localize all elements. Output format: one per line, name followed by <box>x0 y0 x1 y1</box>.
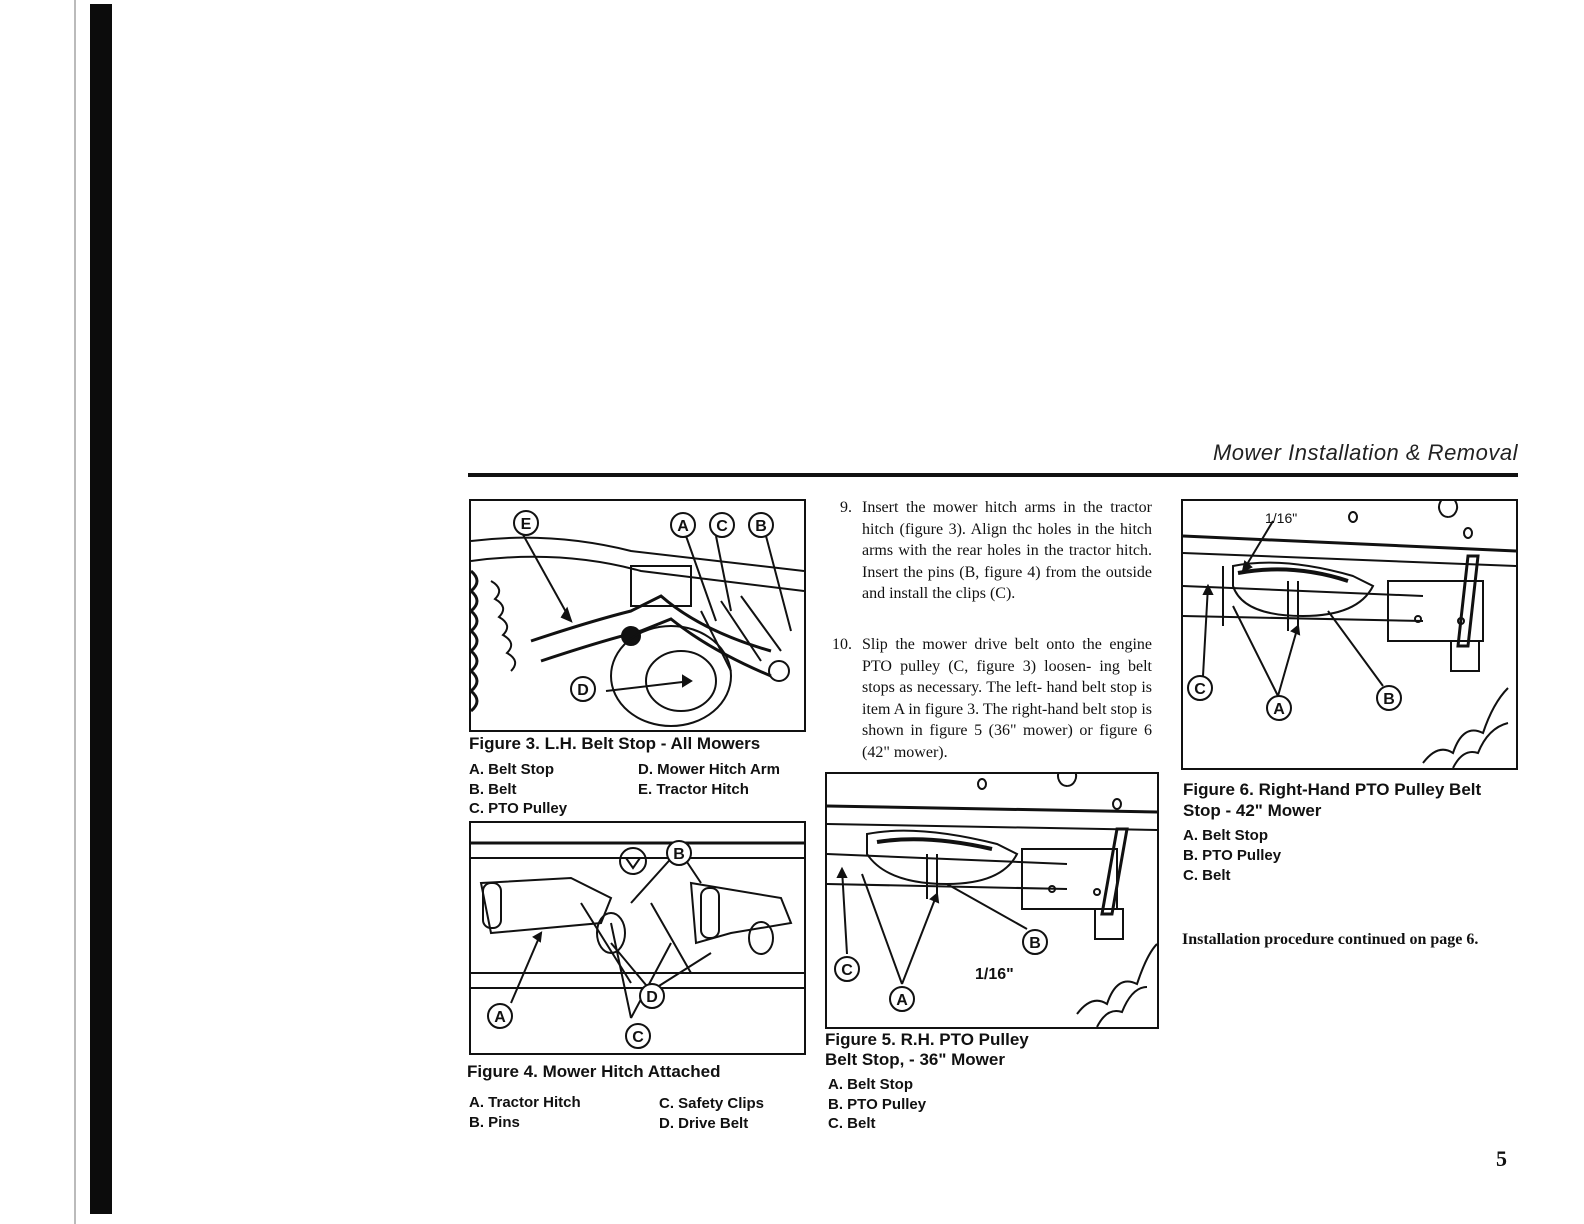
fig5-callout-a: A <box>896 992 908 1009</box>
fig4-legend-d: D. Drive Belt <box>659 1115 749 1132</box>
fig6-callout-c: C <box>1194 681 1206 698</box>
continuation-note: Installation procedure continued on page 6. <box>1182 931 1479 948</box>
fig5-legend-b: B. PTO Pulley <box>828 1096 927 1113</box>
fig4-callout-a: A <box>494 1009 506 1026</box>
step-9-text: Insert the mower hitch arms in the tractor hitch (figure 3). Align thc holes in the hitch arms with the rear holes in the tractor hitch. Insert the pins (B, figure 4) from the outside and install the clips (C). <box>862 499 1152 602</box>
step-9-number: 9. <box>840 499 852 516</box>
figure-5-illustration <box>825 772 1159 1029</box>
fig3-legend-a: A. Belt Stop <box>469 761 554 778</box>
figure-6-illustration <box>1181 499 1518 770</box>
figure-3-title: Figure 3. L.H. Belt Stop - All Mowers <box>469 734 761 753</box>
figure-6-title-line-1: Figure 6. Right-Hand PTO Pulley Belt <box>1183 780 1482 799</box>
fig4-callout-c: C <box>632 1029 644 1046</box>
fig6-legend-c: C. Belt <box>1183 867 1231 884</box>
fig5-callout-c: C <box>841 962 853 979</box>
fig3-legend-c: C. PTO Pulley <box>469 800 568 817</box>
fig4-legend-b: B. Pins <box>469 1114 520 1131</box>
fig4-legend-a: A. Tractor Hitch <box>469 1094 581 1111</box>
step-10-number: 10. <box>832 636 852 653</box>
fig5-legend-c: C. Belt <box>828 1115 876 1132</box>
fig3-callout-a: A <box>677 518 689 535</box>
binding-edge-line <box>74 0 76 1224</box>
figure-5-title-line-1: Figure 5. R.H. PTO Pulley <box>825 1030 1029 1049</box>
running-header: Mower Installation & Removal <box>1212 440 1518 465</box>
fig3-legend-b: B. Belt <box>469 781 517 798</box>
header-rule <box>468 473 1518 477</box>
fig5-callout-b: B <box>1029 935 1041 952</box>
figure-4-illustration <box>469 821 806 1055</box>
fig5-dimension: 1/16" <box>975 966 1014 983</box>
fig4-legend-c: C. Safety Clips <box>659 1095 765 1112</box>
fig4-callout-d: D <box>646 989 658 1006</box>
fig3-legend-d: D. Mower Hitch Arm <box>638 761 780 778</box>
step-10-text: Slip the mower drive belt onto the engine PTO pulley (C, figure 3) loosen- ing belt stops as necessary. The left- hand belt stop is item A in figure 3. The right-hand belt stop is shown in figure 5 (36" mower) or figure 6 (42" mower). <box>862 636 1152 761</box>
fig5-legend-a: A. Belt Stop <box>828 1076 913 1093</box>
step-9 <box>826 497 1156 627</box>
figure-3-illustration <box>469 499 806 732</box>
page-number: 5 <box>1496 1146 1507 1171</box>
fig3-callout-c: C <box>716 518 728 535</box>
fig4-callout-b: B <box>673 846 685 863</box>
figure-5-title-line-2: Belt Stop, - 36" Mower <box>825 1050 1005 1069</box>
fig3-callout-b: B <box>755 518 767 535</box>
figure-4-title: Figure 4. Mower Hitch Attached <box>467 1062 721 1081</box>
fig6-callout-b: B <box>1383 691 1395 708</box>
step-10 <box>826 634 1156 764</box>
fig6-callout-a: A <box>1273 701 1285 718</box>
fig3-legend-e: E. Tractor Hitch <box>638 781 749 798</box>
fig3-callout-e: E <box>520 516 532 533</box>
fig6-legend-b: B. PTO Pulley <box>1183 847 1282 864</box>
fig6-legend-a: A. Belt Stop <box>1183 827 1268 844</box>
fig6-dimension: 1/16" <box>1265 510 1298 526</box>
figure-6-title-line-2: Stop - 42" Mower <box>1183 801 1322 820</box>
binding-bar <box>90 4 112 1214</box>
fig3-callout-d: D <box>577 682 589 699</box>
